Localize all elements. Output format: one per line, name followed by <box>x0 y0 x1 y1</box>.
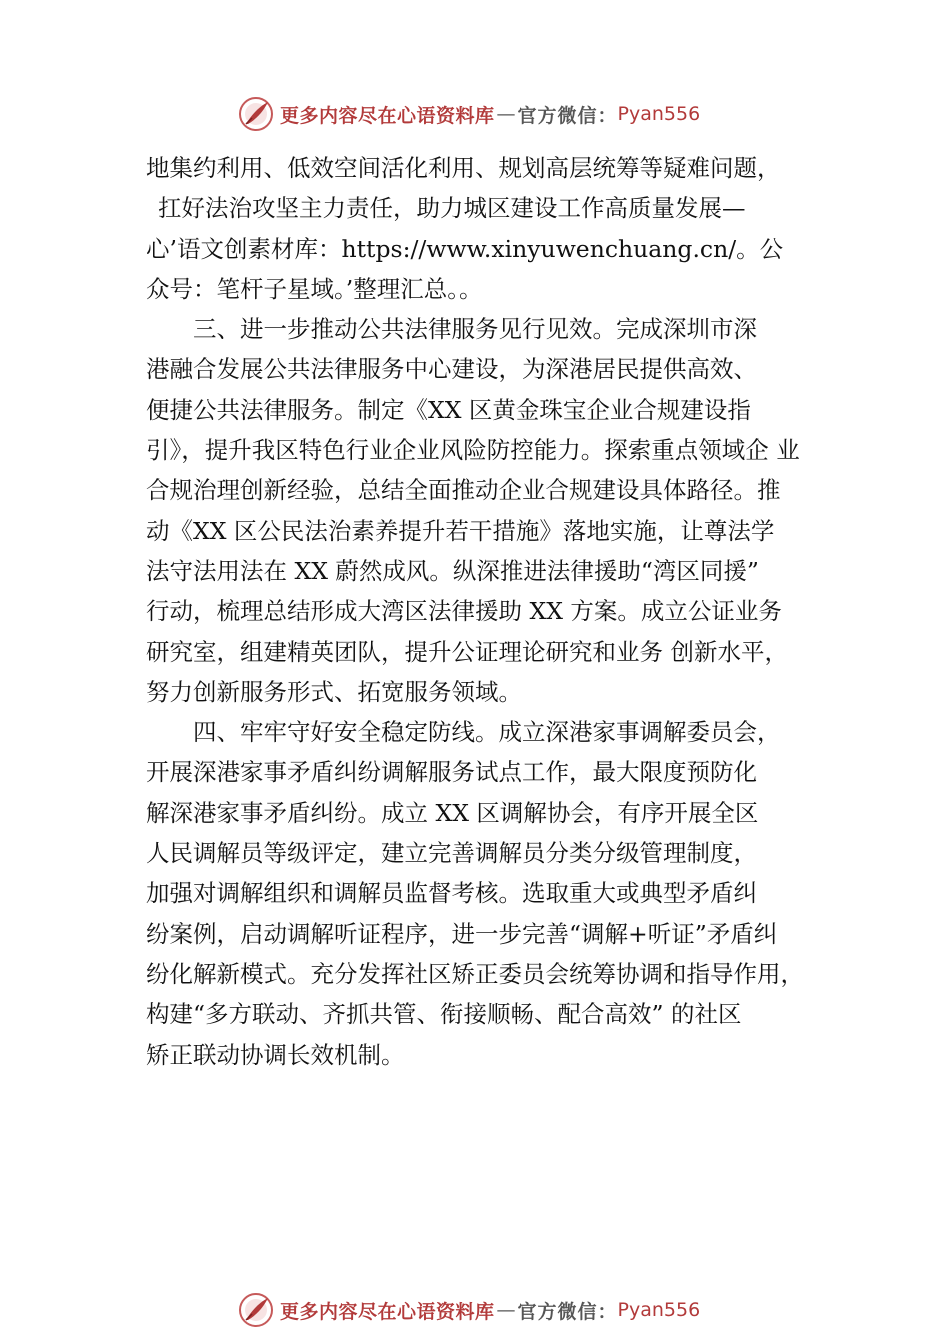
paragraph-start: 三、进一步推动公共法律服务见行见效。完成深圳市深 <box>193 315 757 344</box>
banner-wechat-id: Pyan556 <box>617 1299 701 1321</box>
text-line: 研究室，组建精英团队，提升公证理论研究和业务 创新水平， <box>146 637 788 666</box>
banner-wechat-label: 官方微信： <box>517 104 618 127</box>
text-line: 加强对调解组织和调解员监督考核。选取重大或典型矛盾纠 <box>146 879 757 908</box>
text-line: 开展深港家事矛盾纠纷调解服务试点工作，最大限度预防化 <box>146 758 757 787</box>
text-line: 引》，提升我区特色行业企业风险防控能力。探索重点领域企 业 <box>146 436 800 465</box>
banner-wechat-label: 官方微信： <box>517 1300 618 1323</box>
quill-logo-icon <box>238 1292 274 1328</box>
banner-title: 更多内容尽在心语资料库 <box>280 1300 495 1323</box>
text-line: 法守法用法在 XX 蔚然成风。纵深推进法律援助“湾区同援” <box>146 556 759 585</box>
text-line: 众号：笔杆子星域。’整理汇总。。 <box>146 274 483 303</box>
text-line: 港融合发展公共法律服务中心建设，为深港居民提供高效、 <box>146 355 757 384</box>
text-line: 矫正联动协调长效机制。 <box>146 1040 405 1069</box>
text-line: 心’语文创素材库：https://www.xinyuwenchuang.cn/。公 <box>146 234 784 263</box>
text-line: 努力创新服务形式、拓宽服务领域。 <box>146 677 522 706</box>
document-body <box>146 148 836 1075</box>
paragraph-start: 四、牢牢守好安全稳定防线。成立深港家事调解委员会， <box>193 718 781 747</box>
banner-wechat-id: Pyan556 <box>617 103 701 125</box>
text-line: 人民调解员等级评定，建立完善调解员分类分级管理制度， <box>146 839 757 868</box>
text-line: 地集约利用、低效空间活化利用、规划高层统筹等疑难问题， <box>146 154 781 182</box>
text-line: 扛好法治攻坚主力责任，助力城区建设工作高质量发展— <box>158 194 746 223</box>
text-line: 便捷公共法律服务。制定《XX 区黄金珠宝企业合规建设指 <box>146 395 751 424</box>
footer-banner <box>238 1290 700 1330</box>
banner-dash: — <box>496 1299 516 1321</box>
text-line: 解深港家事矛盾纠纷。成立 XX 区调解协会，有序开展全区 <box>146 798 759 827</box>
banner-title: 更多内容尽在心语资料库 <box>280 104 495 127</box>
text-line: 构建“多方联动、齐抓共管、衔接顺畅、配合高效” 的社区 <box>146 1000 742 1029</box>
text-line: 行动，梳理总结形成大湾区法律援助 XX 方案。成立公证业务 <box>146 597 782 626</box>
text-line: 纷案例，启动调解听证程序，进一步完善“调解+听证”矛盾纠 <box>146 919 778 948</box>
text-line: 纷化解新模式。充分发挥社区矫正委员会统筹协调和指导作用， <box>146 959 804 988</box>
text-line: 合规治理创新经验，总结全面推动企业合规建设具体路径。推 <box>146 476 781 505</box>
quill-logo-icon <box>238 96 274 132</box>
header-banner <box>238 94 700 134</box>
text-line: 动《XX 区公民法治素养提升若干措施》落地实施，让尊法学 <box>146 516 775 545</box>
banner-dash: — <box>496 103 516 125</box>
